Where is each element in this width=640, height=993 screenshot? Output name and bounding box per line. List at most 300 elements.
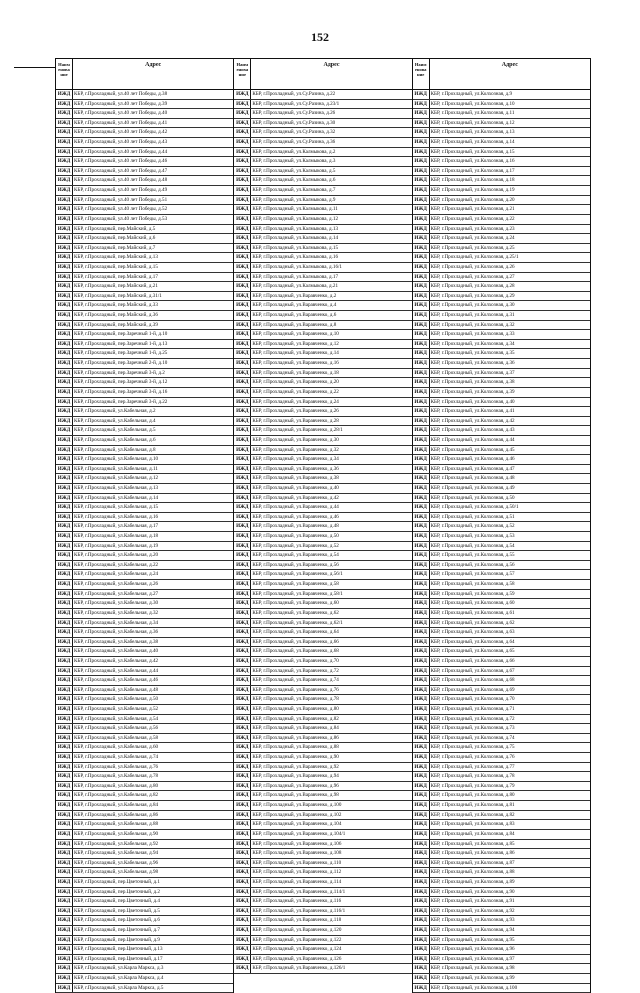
object-type-cell: ИЖД xyxy=(234,321,251,330)
address-cell: КБР, г.Прохладный, пер.Цветочный, д.2 xyxy=(74,888,160,895)
address-cell: КБР, г.Прохладный, ул.Колхозная, д.21 xyxy=(430,206,515,213)
table-row xyxy=(56,599,233,609)
object-type-cell: ИЖД xyxy=(56,494,73,503)
address-cell: КБР, г.Прохладный, ул.Колхозная, д.60 xyxy=(430,600,515,607)
address-cell: КБР, г.Прохладный, пер.Майский, д.36 xyxy=(74,312,158,319)
object-type-cell: ИЖД xyxy=(56,301,73,310)
object-type-cell: ИЖД xyxy=(413,580,430,589)
table-row xyxy=(413,878,590,888)
address-cell: КБР, г.Прохладный, ул.Колхозная, д.78 xyxy=(430,773,515,780)
object-type-cell: ИЖД xyxy=(56,359,73,368)
table-row xyxy=(56,897,233,907)
address-cell: КБР, г.Прохладный, ул.40 лет Победы, д.52 xyxy=(74,206,168,213)
table-row xyxy=(413,388,590,398)
address-cell: КБР, г.Прохладный, ул.Кабельная, д.86 xyxy=(74,811,159,818)
table-row xyxy=(234,378,411,388)
table-row xyxy=(413,417,590,427)
address-cell: КБР, г.Прохладный, ул.Колхозная, д.50/1 xyxy=(430,504,519,511)
table-row xyxy=(413,157,590,167)
object-type-cell: ИЖД xyxy=(413,628,430,637)
table-row xyxy=(234,225,411,235)
table-row xyxy=(234,753,411,763)
address-cell: КБР, г.Прохладный, ул.Колхозная, д.61 xyxy=(430,609,515,616)
address-cell: КБР, г.Прохладный, ул.Кабельная, д.84 xyxy=(74,802,159,809)
table-row xyxy=(413,119,590,129)
address-cell: КБР, г.Прохладный, ул.Варавченко, д.106 xyxy=(252,840,342,847)
address-cell: КБР, г.Прохладный, ул.Варавченко, д.88 xyxy=(252,744,339,751)
object-type-cell: ИЖД xyxy=(413,897,430,906)
object-type-cell: ИЖД xyxy=(56,474,73,483)
address-cell: КБР, г.Прохладный, ул.Варавченко, д.100 xyxy=(252,802,342,809)
table-row xyxy=(413,628,590,638)
object-type-cell: ИЖД xyxy=(56,686,73,695)
object-type-cell: ИЖД xyxy=(56,743,73,752)
table-row xyxy=(413,205,590,215)
object-type-cell: ИЖД xyxy=(56,148,73,157)
object-type-cell: ИЖД xyxy=(413,301,430,310)
table-row xyxy=(413,225,590,235)
table-row xyxy=(56,253,233,263)
object-type-cell: ИЖД xyxy=(413,772,430,781)
address-cell: КБР, г.Прохладный, ул.Варавченко, д.54 xyxy=(252,552,339,559)
table-row xyxy=(234,820,411,830)
address-cell: КБР, г.Прохладный, ул.Колхозная, д.37 xyxy=(430,369,515,376)
object-type-cell: ИЖД xyxy=(234,138,251,147)
table-row xyxy=(56,301,233,311)
table-row xyxy=(413,753,590,763)
table-row xyxy=(234,100,411,110)
address-cell: КБР, г.Прохладный, ул.Колхозная, д.31 xyxy=(430,312,515,319)
object-type-cell: ИЖД xyxy=(56,465,73,474)
column-rows xyxy=(413,90,590,993)
table-row xyxy=(56,513,233,523)
table-row xyxy=(234,561,411,571)
object-type-cell: ИЖД xyxy=(56,763,73,772)
address-cell: КБР, г.Прохладный, ул.Варавченко, д.74 xyxy=(252,677,339,684)
address-cell: КБР, г.Прохладный, ул.Кабельная, д.26 xyxy=(74,581,159,588)
table-row xyxy=(234,955,411,965)
address-cell: КБР, г.Прохладный, ул.Варавченко, д.10 xyxy=(252,331,339,338)
address-cell: КБР, г.Прохладный, ул.Колхозная, д.43 xyxy=(430,427,515,434)
address-cell: КБР, г.Прохладный, ул.Кабельная, д.27 xyxy=(74,590,159,597)
address-cell: КБР, г.Прохладный, ул.Колхозная, д.38 xyxy=(430,379,515,386)
address-cell: КБР, г.Прохладный, ул.Кабельная, д.11 xyxy=(74,465,158,472)
object-type-cell: ИЖД xyxy=(56,340,73,349)
object-type-cell: ИЖД xyxy=(56,244,73,253)
object-type-cell: ИЖД xyxy=(56,724,73,733)
table-row xyxy=(56,926,233,936)
address-cell: КБР, г.Прохладный, ул.Кабельная, д.2 xyxy=(74,408,156,415)
address-cell: КБР, г.Прохладный, ул.Варавченко, д.120 xyxy=(252,927,342,934)
address-cell: КБР, г.Прохладный, ул.Колхозная, д.46 xyxy=(430,456,515,463)
address-cell: КБР, г.Прохладный, ул.Су.Разина, д.32 xyxy=(252,129,336,136)
table-row xyxy=(413,109,590,119)
table-row xyxy=(413,734,590,744)
object-type-cell: ИЖД xyxy=(234,811,251,820)
address-cell: КБР, г.Прохладный, ул.Варавченко, д.18 xyxy=(252,369,339,376)
object-type-cell: ИЖД xyxy=(413,273,430,282)
object-type-cell: ИЖД xyxy=(56,503,73,512)
table-row xyxy=(234,196,411,206)
table-row xyxy=(56,176,233,186)
table-row xyxy=(56,196,233,206)
address-cell: КБР, г.Прохладный, ул.Колхозная, д.87 xyxy=(430,859,515,866)
address-cell: КБР, г.Прохладный, ул.40 лет Победы, д.43 xyxy=(74,139,168,146)
object-type-cell: ИЖД xyxy=(234,455,251,464)
table-row xyxy=(234,301,411,311)
table-row xyxy=(56,244,233,254)
table-row xyxy=(413,820,590,830)
table-row xyxy=(413,301,590,311)
object-type-cell: ИЖД xyxy=(413,359,430,368)
address-cell: КБР, г.Прохладный, ул.Колхозная, д.41 xyxy=(430,408,515,415)
table-row xyxy=(56,936,233,946)
table-row xyxy=(56,119,233,129)
address-cell: КБР, г.Прохладный, ул.Калмыкова, д.12 xyxy=(252,215,339,222)
table-row xyxy=(56,628,233,638)
address-cell: КБР, г.Прохладный, ул.Калмыкова, д.15 xyxy=(252,244,339,251)
table-row xyxy=(413,349,590,359)
address-cell: КБР, г.Прохладный, ул.Варавченко, д.42 xyxy=(252,494,339,501)
table-row xyxy=(56,225,233,235)
address-cell: КБР, г.Прохладный, ул.Колхозная, д.56 xyxy=(430,561,515,568)
table-row xyxy=(56,138,233,148)
table-row xyxy=(56,667,233,677)
object-type-cell: ИЖД xyxy=(234,474,251,483)
object-type-cell: ИЖД xyxy=(56,119,73,128)
name-header: Наим енова ние xyxy=(234,59,251,89)
object-type-cell: ИЖД xyxy=(413,667,430,676)
object-type-cell: ИЖД xyxy=(234,772,251,781)
object-type-cell: ИЖД xyxy=(56,609,73,618)
table-row xyxy=(56,782,233,792)
table-row xyxy=(234,667,411,677)
object-type-cell: ИЖД xyxy=(234,100,251,109)
address-cell: КБР, г.Прохладный, ул.Варавченко, д.90 xyxy=(252,754,339,761)
object-type-cell: ИЖД xyxy=(413,811,430,820)
address-cell: КБР, г.Прохладный, ул.Калмыкова, д.11 xyxy=(252,206,338,213)
address-cell: КБР, г.Прохладный, пер.Заречный 1-й, д.13 xyxy=(74,340,168,347)
object-type-cell: ИЖД xyxy=(413,234,430,243)
object-type-cell: ИЖД xyxy=(234,205,251,214)
table-row xyxy=(413,811,590,821)
table-row xyxy=(234,148,411,158)
table-row xyxy=(413,715,590,725)
address-cell: КБР, г.Прохладный, ул.Кабельная, д.36 xyxy=(74,629,159,636)
table-row xyxy=(234,465,411,475)
table-row xyxy=(56,436,233,446)
address-cell: КБР, г.Прохладный, ул.Колхозная, д.72 xyxy=(430,715,515,722)
table-row xyxy=(56,753,233,763)
table-row xyxy=(413,772,590,782)
address-cell: КБР, г.Прохладный, ул.Варавченко, д.116 xyxy=(252,898,342,905)
object-type-cell: ИЖД xyxy=(413,465,430,474)
object-type-cell: ИЖД xyxy=(56,378,73,387)
table-row xyxy=(413,907,590,917)
address-cell: КБР, г.Прохладный, ул.Колхозная, д.79 xyxy=(430,782,515,789)
table-row xyxy=(56,369,233,379)
table-row xyxy=(413,340,590,350)
address-cell: КБР, г.Прохладный, ул.Кабельная, д.13 xyxy=(74,484,159,491)
address-cell: КБР, г.Прохладный, ул.Кабельная, д.90 xyxy=(74,830,159,837)
object-type-cell: ИЖД xyxy=(56,734,73,743)
table-row xyxy=(56,638,233,648)
object-type-cell: ИЖД xyxy=(234,263,251,272)
object-type-cell: ИЖД xyxy=(56,225,73,234)
table-row xyxy=(56,590,233,600)
address-cell: КБР, г.Прохладный, ул.Колхозная, д.76 xyxy=(430,754,515,761)
table-row xyxy=(56,465,233,475)
table-row xyxy=(413,945,590,955)
address-cell: КБР, г.Прохладный, ул.Колхозная, д.71 xyxy=(430,706,515,712)
address-cell: КБР, г.Прохладный, ул.Колхозная, д.63 xyxy=(430,629,515,636)
object-type-cell: ИЖД xyxy=(413,801,430,810)
object-type-cell: ИЖД xyxy=(234,359,251,368)
table-row xyxy=(234,340,411,350)
address-cell: КБР, г.Прохладный, ул.Колхозная, д.80 xyxy=(430,792,515,799)
object-type-cell: ИЖД xyxy=(56,484,73,493)
object-type-cell: ИЖД xyxy=(56,715,73,724)
object-type-cell: ИЖД xyxy=(234,157,251,166)
table-row xyxy=(234,494,411,504)
address-cell: КБР, г.Прохладный, ул.Колхозная, д.16 xyxy=(430,158,515,165)
address-cell: КБР, г.Прохладный, ул.Кабельная, д.18 xyxy=(74,533,159,540)
address-cell: КБР, г.Прохладный, ул.40 лет Победы, д.49 xyxy=(74,187,168,194)
object-type-cell: ИЖД xyxy=(413,657,430,666)
address-cell: КБР, г.Прохладный, ул.Колхозная, д.47 xyxy=(430,465,515,472)
table-row xyxy=(234,186,411,196)
table-row xyxy=(234,532,411,542)
address-cell: КБР, г.Прохладный, ул.Кабельная, д.44 xyxy=(74,667,159,674)
table-row xyxy=(56,494,233,504)
table-row xyxy=(413,647,590,657)
table-row xyxy=(413,859,590,869)
address-cell: КБР, г.Прохладный, ул.Калмыкова, д.14 xyxy=(252,235,339,242)
address-cell: КБР, г.Прохладный, ул.Колхозная, д.50 xyxy=(430,494,515,501)
address-table xyxy=(55,58,591,993)
address-cell: КБР, г.Прохладный, ул.Варавченко, д.116/1 xyxy=(252,907,346,914)
table-row xyxy=(56,676,233,686)
object-type-cell: ИЖД xyxy=(413,186,430,195)
table-row xyxy=(56,282,233,292)
address-cell: КБР, г.Прохладный, ул.Колхозная, д.54 xyxy=(430,542,515,549)
table-row xyxy=(234,734,411,744)
table-row xyxy=(56,907,233,917)
table-row xyxy=(413,455,590,465)
table-row xyxy=(56,849,233,859)
object-type-cell: ИЖД xyxy=(234,253,251,262)
table-row xyxy=(56,772,233,782)
object-type-cell: ИЖД xyxy=(413,522,430,531)
column-header xyxy=(56,58,233,90)
address-cell: КБР, г.Прохладный, ул.Варавченко, д.12 xyxy=(252,340,339,347)
table-row xyxy=(234,936,411,946)
table-row xyxy=(234,647,411,657)
table-row xyxy=(56,705,233,715)
table-row xyxy=(413,474,590,484)
table-row xyxy=(234,426,411,436)
page-number: 152 xyxy=(311,30,329,44)
object-type-cell: ИЖД xyxy=(56,936,73,945)
address-cell: КБР, г.Прохладный, ул.Варавченко, д.6 xyxy=(252,312,337,319)
table-row xyxy=(56,551,233,561)
object-type-cell: ИЖД xyxy=(413,619,430,628)
address-cell: КБР, г.Прохладный, ул.40 лет Победы, д.47 xyxy=(74,167,168,174)
object-type-cell: ИЖД xyxy=(56,407,73,416)
object-type-cell: ИЖД xyxy=(413,436,430,445)
object-type-cell: ИЖД xyxy=(56,570,73,579)
address-cell: КБР, г.Прохладный, ул.Варавченко, д.30 xyxy=(252,436,339,443)
address-cell: КБР, г.Прохладный, ул.Колхозная, д.69 xyxy=(430,686,515,693)
address-cell: КБР, г.Прохладный, ул.Кабельная, д.54 xyxy=(74,715,159,722)
address-cell: КБР, г.Прохладный, ул.Кабельная, д.22 xyxy=(74,561,159,568)
table-row xyxy=(56,398,233,408)
address-header: Адрес xyxy=(145,62,162,68)
table-row xyxy=(234,830,411,840)
object-type-cell: ИЖД xyxy=(56,167,73,176)
address-cell: КБР, г.Прохладный, ул.Калмыкова, д.3 xyxy=(252,158,336,165)
table-row xyxy=(413,503,590,513)
address-cell: КБР, г.Прохладный, ул.Варавченко, д.72 xyxy=(252,667,339,674)
object-type-cell: ИЖД xyxy=(413,446,430,455)
address-cell: КБР, г.Прохладный, ул.Колхозная, д.26 xyxy=(430,263,515,270)
address-cell: КБР, г.Прохладный, ул.Варавченко, д.16 xyxy=(252,360,339,367)
object-type-cell: ИЖД xyxy=(234,619,251,628)
address-cell: КБР, г.Прохладный, ул.Кабельная, д.30 xyxy=(74,600,159,607)
object-type-cell: ИЖД xyxy=(234,128,251,137)
address-cell: КБР, г.Прохладный, ул.Колхозная, д.94 xyxy=(430,927,515,934)
address-cell: КБР, г.Прохладный, ул.Колхозная, д.14 xyxy=(430,139,515,146)
address-cell: КБР, г.Прохладный, ул.Кабельная, д.38 xyxy=(74,638,159,645)
table-row xyxy=(234,964,411,974)
table-row xyxy=(56,619,233,629)
table-row xyxy=(413,398,590,408)
table-row xyxy=(413,897,590,907)
table-row xyxy=(234,273,411,283)
table-row xyxy=(413,522,590,532)
address-cell: КБР, г.Прохладный, ул.Варавченко, д.32 xyxy=(252,446,339,453)
object-type-cell: ИЖД xyxy=(56,628,73,637)
address-cell: КБР, г.Прохладный, ул.Варавченко, д.58 xyxy=(252,581,339,588)
table-row xyxy=(413,926,590,936)
object-type-cell: ИЖД xyxy=(234,436,251,445)
object-type-cell: ИЖД xyxy=(234,292,251,301)
table-row xyxy=(234,619,411,629)
object-type-cell: ИЖД xyxy=(56,369,73,378)
address-cell: КБР, г.Прохладный, ул.Кабельная, д.46 xyxy=(74,677,159,684)
table-column xyxy=(55,58,233,993)
table-row xyxy=(234,897,411,907)
address-cell: КБР, г.Прохладный, ул.Колхозная, д.92 xyxy=(430,907,515,914)
object-type-cell: ИЖД xyxy=(56,926,73,935)
object-type-cell: ИЖД xyxy=(234,542,251,551)
table-row xyxy=(56,205,233,215)
table-row xyxy=(234,446,411,456)
address-cell: КБР, г.Прохладный, ул.Кабельная, д.12 xyxy=(74,475,159,482)
address-cell: КБР, г.Прохладный, ул.Колхозная, д.98 xyxy=(430,965,515,972)
address-cell: КБР, г.Прохладный, ул.Кабельная, д.56 xyxy=(74,725,159,732)
address-cell: КБР, г.Прохладный, ул.Калмыкова, д.2 xyxy=(252,148,336,155)
table-row xyxy=(234,686,411,696)
table-row xyxy=(234,263,411,273)
address-cell: КБР, г.Прохладный, ул.Варавченко, д.102 xyxy=(252,811,342,818)
object-type-cell: ИЖД xyxy=(413,782,430,791)
table-row xyxy=(234,609,411,619)
address-cell: КБР, г.Прохладный, ул.Варавченко, д.80 xyxy=(252,706,339,712)
table-row xyxy=(56,811,233,821)
address-cell: КБР, г.Прохладный, ул.Колхозная, д.33 xyxy=(430,331,515,338)
address-cell: КБР, г.Прохладный, ул.Кабельная, д.76 xyxy=(74,763,159,770)
object-type-cell: ИЖД xyxy=(56,196,73,205)
table-row xyxy=(56,916,233,926)
address-cell: КБР, г.Прохладный, ул.Колхозная, д.32 xyxy=(430,321,515,328)
table-row xyxy=(234,455,411,465)
object-type-cell: ИЖД xyxy=(56,138,73,147)
table-row xyxy=(413,369,590,379)
object-type-cell: ИЖД xyxy=(234,273,251,282)
table-row xyxy=(56,417,233,427)
object-type-cell: ИЖД xyxy=(56,455,73,464)
table-row xyxy=(56,801,233,811)
object-type-cell: ИЖД xyxy=(234,955,251,964)
object-type-cell: ИЖД xyxy=(413,647,430,656)
table-row xyxy=(413,484,590,494)
object-type-cell: ИЖД xyxy=(413,148,430,157)
address-cell: КБР, г.Прохладный, пер.Майский, д.21 xyxy=(74,283,158,290)
table-row xyxy=(234,705,411,715)
address-cell: КБР, г.Прохладный, ул.Колхозная, д.74 xyxy=(430,734,515,741)
address-cell: КБР, г.Прохладный, ул.Колхозная, д.91 xyxy=(430,898,515,905)
object-type-cell: ИЖД xyxy=(56,647,73,656)
address-cell: КБР, г.Прохладный, ул.Колхозная, д.22 xyxy=(430,215,515,222)
object-type-cell: ИЖД xyxy=(413,138,430,147)
table-row xyxy=(234,628,411,638)
object-type-cell: ИЖД xyxy=(234,791,251,800)
table-column xyxy=(233,58,411,993)
object-type-cell: ИЖД xyxy=(56,878,73,887)
table-row xyxy=(413,782,590,792)
object-type-cell: ИЖД xyxy=(413,695,430,704)
address-cell: КБР, г.Прохладный, ул.Варавченко, д.126 xyxy=(252,955,342,962)
table-row xyxy=(234,570,411,580)
object-type-cell: ИЖД xyxy=(413,888,430,897)
address-cell: КБР, г.Прохладный, ул.Варавченко, д.108 xyxy=(252,850,342,857)
object-type-cell: ИЖД xyxy=(56,109,73,118)
address-cell: КБР, г.Прохладный, ул.Колхозная, д.77 xyxy=(430,763,515,770)
table-row xyxy=(56,455,233,465)
address-cell: КБР, г.Прохладный, ул.Варавченко, д.58/1 xyxy=(252,590,343,597)
object-type-cell: ИЖД xyxy=(413,561,430,570)
address-cell: КБР, г.Прохладный, ул.Колхозная, д.48 xyxy=(430,475,515,482)
address-cell: КБР, г.Прохладный, ул.Кабельная, д.42 xyxy=(74,657,159,664)
object-type-cell: ИЖД xyxy=(413,157,430,166)
object-type-cell: ИЖД xyxy=(234,840,251,849)
table-row xyxy=(56,570,233,580)
table-row xyxy=(234,407,411,417)
address-cell: КБР, г.Прохладный, ул.Колхозная, д.97 xyxy=(430,955,515,962)
object-type-cell: ИЖД xyxy=(413,859,430,868)
object-type-cell: ИЖД xyxy=(234,801,251,810)
table-row xyxy=(413,599,590,609)
address-cell: КБР, г.Прохладный, ул.Калмыкова, д.5 xyxy=(252,167,336,174)
address-cell: КБР, г.Прохладный, ул.Кабельная, д.74 xyxy=(74,754,159,761)
table-row xyxy=(413,167,590,177)
object-type-cell: ИЖД xyxy=(234,148,251,157)
table-row xyxy=(413,330,590,340)
address-cell: КБР, г.Прохладный, ул.Варавченко, д.126/1 xyxy=(252,965,346,972)
table-row xyxy=(56,974,233,984)
table-row xyxy=(234,503,411,513)
